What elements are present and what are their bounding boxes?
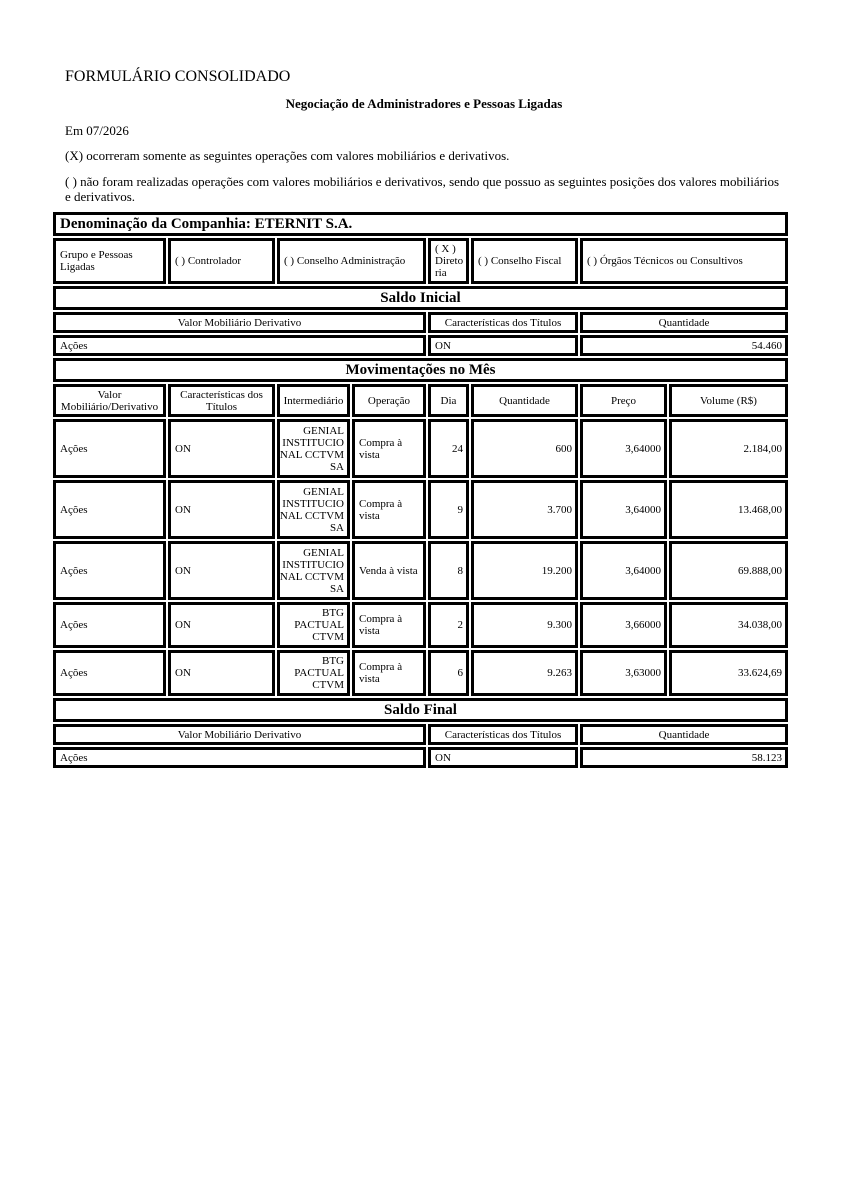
mov-header-intermediario <box>277 384 350 417</box>
mov-cell-caract <box>168 602 275 648</box>
mov-cell-intermediario <box>277 419 350 478</box>
saldo-final-header-caract <box>428 724 578 745</box>
mov-cell-intermediario <box>277 480 350 539</box>
mov-cell-volume-text: 33.624,69 <box>738 667 782 679</box>
mov-cell-preco <box>580 541 667 600</box>
mov-cell-dia-text: 24 <box>452 442 463 455</box>
mov-cell-quantidade <box>471 419 578 478</box>
saldo-final-header-valor <box>53 724 426 745</box>
mov-cell-operacao <box>352 650 426 696</box>
saldo-inicial-header-quantidade <box>580 312 788 333</box>
mov-cell-caract <box>168 419 275 478</box>
mov-cell-valor <box>53 480 166 539</box>
mov-cell-caract <box>168 650 275 696</box>
mov-cell-quantidade-text: 9.263 <box>547 667 572 679</box>
saldo-final-header-valor-text: Valor Mobiliário Derivativo <box>177 728 302 741</box>
mov-header-dia-text: Dia <box>440 394 457 407</box>
mov-cell-volume-text: 13.468,00 <box>738 503 782 516</box>
mov-header-volume <box>669 384 788 417</box>
group-conselho-fiscal <box>471 238 578 284</box>
mov-cell-caract-text: ON <box>175 667 191 679</box>
mov-header-volume-text: Volume (R$) <box>700 394 757 407</box>
group-label <box>53 238 166 284</box>
group-conselho-administracao-text: ( ) Conselho Administração <box>284 255 406 267</box>
mov-cell-quantidade-text: 600 <box>555 442 572 455</box>
mov-cell-caract-text: ON <box>175 619 191 631</box>
saldo-inicial-quantidade <box>580 335 788 356</box>
mov-cell-caract <box>168 541 275 600</box>
group-controlador <box>168 238 275 284</box>
mov-header-intermediario-text: Intermediário <box>283 394 344 407</box>
group-diretoria <box>428 238 469 284</box>
mov-cell-quantidade <box>471 541 578 600</box>
group-diretoria-text: ( X ) Direto ria <box>435 243 464 279</box>
mov-cell-intermediario-text: GENIAL INSTITUCIO NAL CCTVM SA <box>279 546 344 595</box>
mov-cell-quantidade <box>471 602 578 648</box>
saldo-final-valor-text: Ações <box>60 751 88 764</box>
mov-cell-operacao-text: Compra à vista <box>359 497 403 522</box>
mov-cell-operacao-text: Compra à vista <box>359 613 403 637</box>
mov-cell-valor-text: Ações <box>60 619 88 631</box>
mov-cell-dia-text: 2 <box>457 619 463 631</box>
saldo-final-quantidade <box>580 747 788 768</box>
mov-header-preco <box>580 384 667 417</box>
mov-cell-valor <box>53 650 166 696</box>
option-operations-occurred: (X) ocorreram somente as seguintes operações com valores mobiliários e derivativos. <box>65 148 510 163</box>
saldo-inicial-header-caract <box>428 312 578 333</box>
group-orgaos-tecnicos-text: ( ) Órgãos Técnicos ou Consultivos <box>587 255 743 267</box>
mov-cell-intermediario <box>277 602 350 648</box>
mov-header-preco-text: Preço <box>610 394 637 407</box>
mov-cell-volume <box>669 419 788 478</box>
mov-header-operacao <box>352 384 426 417</box>
mov-cell-volume-text: 2.184,00 <box>743 442 782 455</box>
saldo-inicial-valor <box>53 335 426 356</box>
saldo-inicial-header-valor-text: Valor Mobiliário Derivativo <box>177 316 302 329</box>
mov-cell-dia <box>428 602 469 648</box>
mov-cell-preco <box>580 419 667 478</box>
mov-cell-preco-text: 3,64000 <box>625 503 661 516</box>
saldo-inicial-header-valor <box>53 312 426 333</box>
mov-cell-valor <box>53 541 166 600</box>
saldo-final-valor <box>53 747 426 768</box>
mov-cell-volume <box>669 650 788 696</box>
mov-cell-dia-text: 9 <box>457 503 463 516</box>
mov-cell-preco <box>580 602 667 648</box>
mov-cell-intermediario <box>277 650 350 696</box>
mov-cell-intermediario-text: BTG PACTUAL CTVM <box>294 607 344 643</box>
mov-cell-intermediario-text: GENIAL INSTITUCIO NAL CCTVM SA <box>279 485 344 534</box>
mov-cell-valor-text: Ações <box>60 503 88 516</box>
mov-cell-caract-text: ON <box>175 503 191 516</box>
saldo-final-quantidade-text: 58.123 <box>751 751 782 764</box>
mov-header-dia <box>428 384 469 417</box>
mov-cell-preco <box>580 650 667 696</box>
company-name <box>53 212 788 236</box>
mov-header-quantidade <box>471 384 578 417</box>
movimentacoes-title <box>53 358 788 382</box>
mov-header-valor-text: Valor Mobiliário/Derivativo <box>60 388 159 413</box>
saldo-inicial-header-caract-text: Características dos Títulos <box>444 316 562 329</box>
mov-cell-volume-text: 34.038,00 <box>738 619 782 631</box>
mov-cell-quantidade-text: 19.200 <box>541 564 572 577</box>
mov-header-caract <box>168 384 275 417</box>
saldo-final-caract <box>428 747 578 768</box>
saldo-inicial-quantidade-text: 54.460 <box>751 339 782 352</box>
mov-cell-dia-text: 6 <box>457 667 463 679</box>
saldo-inicial-header-quantidade-text: Quantidade <box>658 316 710 329</box>
mov-cell-valor-text: Ações <box>60 564 88 577</box>
mov-cell-operacao <box>352 419 426 478</box>
mov-header-valor <box>53 384 166 417</box>
saldo-final-title-text: Saldo Final <box>384 702 457 718</box>
mov-cell-valor-text: Ações <box>60 667 88 679</box>
group-conselho-administracao <box>277 238 426 284</box>
mov-cell-quantidade <box>471 480 578 539</box>
mov-cell-dia <box>428 419 469 478</box>
mov-cell-operacao-text: Venda à vista <box>359 564 418 577</box>
mov-cell-caract <box>168 480 275 539</box>
group-orgaos-tecnicos <box>580 238 788 284</box>
mov-cell-dia <box>428 480 469 539</box>
mov-cell-dia <box>428 650 469 696</box>
movimentacoes-title-text: Movimentações no Mês <box>345 362 496 378</box>
mov-cell-operacao <box>352 480 426 539</box>
saldo-inicial-caract-text: ON <box>435 339 451 352</box>
saldo-final-header-quantidade-text: Quantidade <box>658 728 710 741</box>
period-label: Em 07/2026 <box>65 123 129 138</box>
mov-cell-quantidade-text: 3.700 <box>547 503 572 516</box>
mov-cell-volume <box>669 602 788 648</box>
mov-cell-intermediario-text: BTG PACTUAL CTVM <box>294 655 344 691</box>
mov-cell-dia <box>428 541 469 600</box>
saldo-final-header-quantidade <box>580 724 788 745</box>
mov-cell-preco-text: 3,66000 <box>625 619 661 631</box>
page-subtitle: Negociação de Administradores e Pessoas Ligadas <box>285 96 563 111</box>
mov-header-caract-text: Características dos Títulos <box>180 388 263 413</box>
mov-cell-operacao-text: Compra à vista <box>359 661 403 685</box>
saldo-inicial-caract <box>428 335 578 356</box>
group-conselho-fiscal-text: ( ) Conselho Fiscal <box>478 255 562 267</box>
option-no-operations: ( ) não foram realizadas operações com valores mobiliários e derivativos, sendo que possuo as seguintes posições dos valores mobiliários e derivativos. <box>65 174 780 204</box>
saldo-final-title <box>53 698 788 722</box>
saldo-inicial-title <box>53 286 788 310</box>
mov-cell-valor <box>53 602 166 648</box>
mov-cell-preco-text: 3,64000 <box>625 564 661 577</box>
mov-cell-quantidade-text: 9.300 <box>547 619 572 631</box>
mov-header-quantidade-text: Quantidade <box>499 394 550 407</box>
mov-cell-preco <box>580 480 667 539</box>
mov-header-operacao-text: Operação <box>367 394 411 407</box>
mov-cell-operacao <box>352 602 426 648</box>
mov-cell-operacao-text: Compra à vista <box>359 436 403 461</box>
mov-cell-intermediario <box>277 541 350 600</box>
mov-cell-caract-text: ON <box>175 564 191 577</box>
form-title: FORMULÁRIO CONSOLIDADO <box>65 68 291 85</box>
group-label-text: Grupo e Pessoas Ligadas <box>60 249 133 273</box>
mov-cell-preco-text: 3,64000 <box>625 442 661 455</box>
mov-cell-dia-text: 8 <box>457 564 463 577</box>
mov-cell-intermediario-text: GENIAL INSTITUCIO NAL CCTVM SA <box>279 424 344 473</box>
mov-cell-valor-text: Ações <box>60 442 88 455</box>
mov-cell-preco-text: 3,63000 <box>625 667 661 679</box>
mov-cell-volume <box>669 541 788 600</box>
company-name-text: Denominação da Companhia: ETERNIT S.A. <box>60 216 353 232</box>
saldo-inicial-title-text: Saldo Inicial <box>380 290 461 306</box>
mov-cell-quantidade <box>471 650 578 696</box>
saldo-inicial-valor-text: Ações <box>60 339 88 352</box>
mov-cell-caract-text: ON <box>175 442 191 455</box>
mov-cell-operacao <box>352 541 426 600</box>
saldo-final-caract-text: ON <box>435 751 451 764</box>
mov-cell-volume-text: 69.888,00 <box>738 564 782 577</box>
group-controlador-text: ( ) Controlador <box>175 255 241 267</box>
mov-cell-volume <box>669 480 788 539</box>
mov-cell-valor <box>53 419 166 478</box>
saldo-final-header-caract-text: Características dos Títulos <box>444 728 562 741</box>
